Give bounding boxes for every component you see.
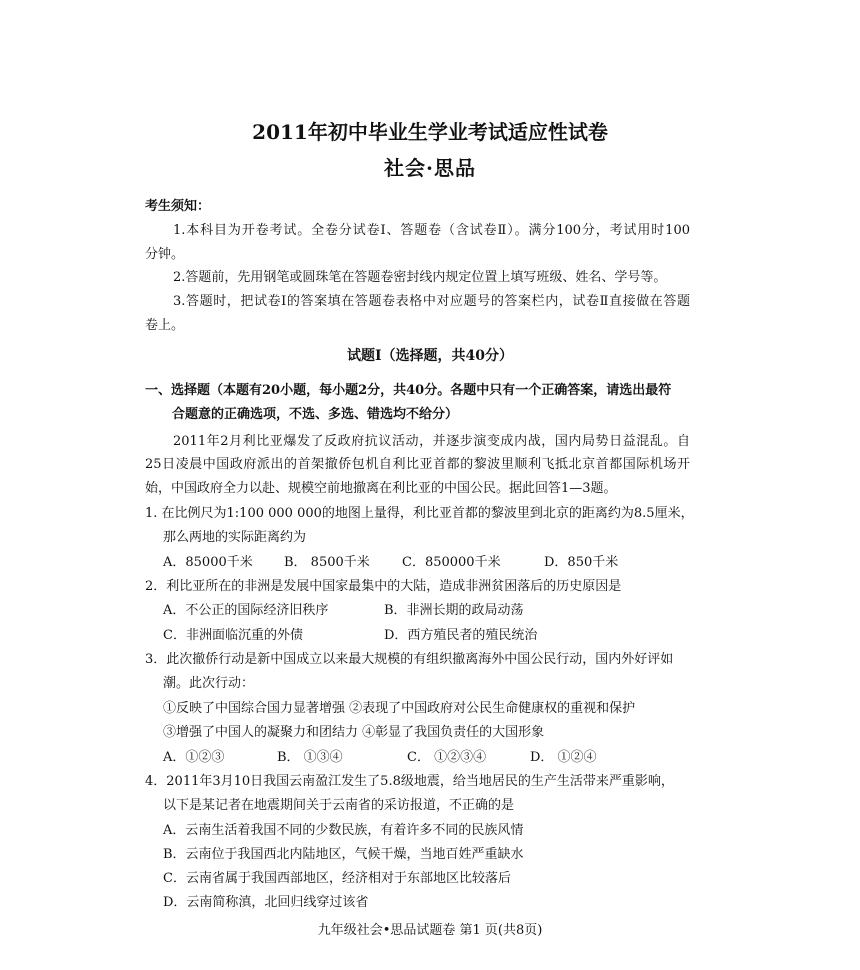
notice-item-1: 1.本科目为开卷考试。全卷分试卷Ⅰ、答题卷（含试卷Ⅱ）。满分100分，考试用时100 <box>173 223 690 238</box>
question-2-option-d: D．西方殖民者的殖民统治 <box>384 628 538 643</box>
question-2-stem: 2．利比亚所在的非洲是发展中国家最集中的大陆，造成非洲贫困落后的历史原因是 <box>145 579 622 594</box>
question-3-option-d: D． ①②④ <box>530 750 597 765</box>
question-2-option-b: B．非洲长期的政局动荡 <box>384 603 524 618</box>
question-1-option-d: D．850千米 <box>544 555 619 570</box>
question-1-option-b: B． 8500千米 <box>284 555 370 570</box>
question-4-option-d: D．云南简称滇，北回归线穿过该省 <box>163 895 369 910</box>
notice-item-2: 2.答题前，先用钢笔或圆珠笔在答题卷密封线内规定位置上填写班级、姓名、学号等。 <box>173 270 667 285</box>
notice-item-3-cont: 卷上。 <box>145 318 185 333</box>
question-3-option-c: C． ①②③④ <box>407 750 487 765</box>
passage-line-2: 25日凌晨中国政府派出的首架撤侨包机自利比亚首都的黎波里顺利飞抵北京首都国际机场开 <box>145 457 690 472</box>
question-3-option-b: B． ①③④ <box>277 750 343 765</box>
notice-item-3: 3.答题时，把试卷Ⅰ的答案填在答题卷表格中对应题号的答案栏内，试卷Ⅱ直接做在答题 <box>173 294 690 309</box>
part-instructions: 一、选择题（本题有20小题，每小题2分，共40分。各题中只有一个正确答案，请选出最符 <box>145 383 672 398</box>
question-3-option-a: A．①②③ <box>163 750 225 765</box>
question-1-option-a: A．85000千米 <box>163 555 253 570</box>
question-3-statements-1: ①反映了中国综合国力显著增强 ②表现了中国政府对公民生命健康权的重视和保护 <box>163 701 636 716</box>
notice-heading: 考生须知： <box>145 199 211 214</box>
question-4-option-b: B．云南位于我国西北内陆地区，气候干燥，当地百姓严重缺水 <box>163 847 524 862</box>
question-4-option-c: C．云南省属于我国西部地区，经济相对于东部地区比较落后 <box>163 871 511 886</box>
section-title: 试题Ⅰ（选择题，共40分） <box>346 348 514 364</box>
passage-line-1: 2011年2月利比亚爆发了反政府抗议活动，并逐步演变成内战，国内局势日益混乱。自 <box>173 434 690 449</box>
question-4-option-a: A．云南生活着我国不同的少数民族，有着许多不同的民族风情 <box>163 823 524 838</box>
question-2-option-a: A．不公正的国际经济旧秩序 <box>163 603 329 618</box>
exam-subject: 社会·思品 <box>384 156 476 180</box>
question-3-statements-2: ③增强了中国人的凝聚力和团结力 ④彰显了我国负责任的大国形象 <box>163 725 545 740</box>
question-1-stem-cont: 那么两地的实际距离约为 <box>163 530 307 545</box>
passage-line-3: 始，中国政府全力以赴、规模空前地撤离在利比亚的中国公民。据此回答1—3题。 <box>145 481 617 496</box>
question-3-stem: 3．此次撤侨行动是新中国成立以来最大规模的有组织撤离海外中国公民行动，国内外好评如 <box>145 652 674 667</box>
question-1-stem: 1. 在比例尺为1:100 000 000的地图上量得，利比亚首都的黎波里到北京的距离约为8.5厘米， <box>145 506 694 521</box>
page-footer: 九年级社会•思品试题卷 第1 页(共8页) <box>317 923 543 938</box>
question-4-stem: 4．2011年3月10日我国云南盈江发生了5.8级地震，给当地居民的生产生活带来严重影响， <box>145 774 674 789</box>
question-4-stem-cont: 以下是某记者在地震期间关于云南省的采访报道，不正确的是 <box>163 798 515 813</box>
notice-item-1-cont: 分钟。 <box>145 247 185 262</box>
question-1-option-c: C．850000千米 <box>402 555 501 570</box>
part-instructions-cont: 合题意的正确选项，不选、多选、错选均不给分） <box>172 407 459 422</box>
exam-title: 2011年初中毕业生学业考试适应性试卷 <box>252 120 608 144</box>
question-2-option-c: C．非洲面临沉重的外债 <box>163 628 303 643</box>
question-3-stem-cont: 潮。此次行动： <box>163 676 255 691</box>
